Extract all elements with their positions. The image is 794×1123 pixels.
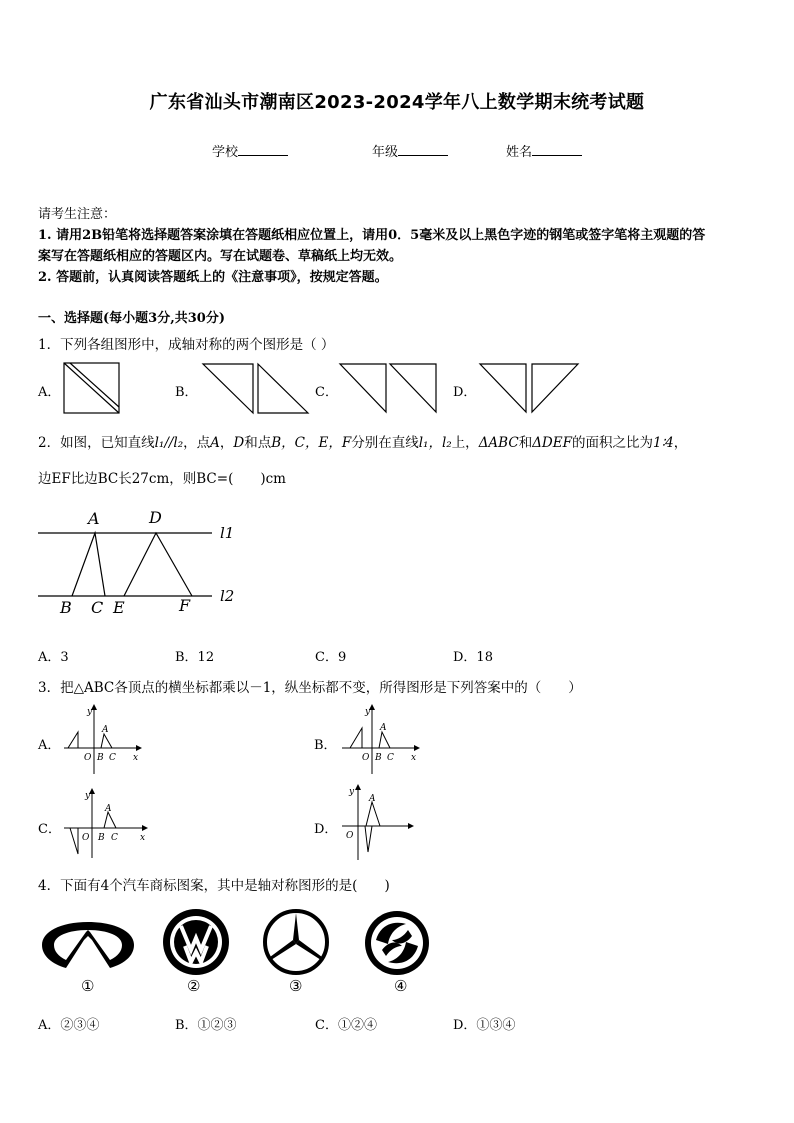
label-c: C bbox=[91, 598, 104, 617]
q2-math: l₁，l₂ bbox=[418, 435, 452, 451]
q2-text-seg: 2．如图，已知直线 bbox=[38, 435, 155, 451]
question-2-line-2: 边EF比边BC长27cm，则BC=( )cm bbox=[38, 471, 286, 487]
q1-figure-c bbox=[338, 360, 440, 416]
axis-x-label: x bbox=[140, 833, 146, 843]
point-a-label: A bbox=[105, 804, 112, 814]
logo-4-label: ④ bbox=[394, 977, 408, 995]
q1-figure-d bbox=[478, 360, 582, 416]
q3-option-c-label: C． bbox=[38, 822, 61, 837]
origin-label: O bbox=[84, 753, 92, 763]
q1-option-a-label: A． bbox=[38, 385, 61, 400]
triangle-abc bbox=[72, 533, 105, 596]
label-b: B bbox=[60, 598, 72, 617]
logo-2-vw bbox=[160, 906, 232, 978]
q2-text-seg: 上， bbox=[451, 435, 479, 451]
q4-option-d: D．①③④ bbox=[453, 1018, 516, 1033]
logo-1-label: ① bbox=[81, 977, 95, 995]
notice-heading: 请考生注意： bbox=[38, 207, 117, 222]
q2-text-seg: ， bbox=[673, 435, 688, 451]
q3-graph-c bbox=[60, 786, 150, 860]
q2-text-seg: 和点 bbox=[244, 435, 272, 451]
axis-y-label: y bbox=[365, 707, 371, 717]
point-b-label: B bbox=[375, 753, 382, 763]
point-c-label: C bbox=[111, 833, 118, 843]
q3-option-b-label: B． bbox=[314, 738, 337, 753]
q1-option-c-label: C． bbox=[315, 385, 338, 400]
logo-2-label: ② bbox=[187, 977, 201, 995]
label-d: D bbox=[149, 508, 162, 527]
triangle-def bbox=[124, 533, 192, 596]
name-field bbox=[506, 141, 582, 160]
q3-graph-b bbox=[338, 702, 422, 776]
notice-line-1: 1. 请用2B铅笔将选择题答案涂填在答题纸相应位置上，请用0．5毫米及以上黑色字迹的钢笔或签字笔将主观题的答 bbox=[38, 228, 706, 243]
school-blank bbox=[238, 143, 288, 156]
q2-option-b: B．12 bbox=[175, 650, 215, 665]
axis-x-label: x bbox=[133, 753, 139, 763]
school-field bbox=[212, 141, 288, 160]
notice-line-3: 2. 答题前，认真阅读答题纸上的《注意事项》，按规定答题。 bbox=[38, 270, 388, 285]
grade-label: 年级 bbox=[372, 145, 399, 160]
logo-3-label: ③ bbox=[289, 977, 303, 995]
q2-text-seg: ，点 bbox=[183, 435, 211, 451]
q2-math: A bbox=[210, 435, 220, 451]
q3-option-d-label: D． bbox=[314, 822, 338, 837]
axis-y-label: y bbox=[87, 707, 93, 717]
axis-y-label: y bbox=[349, 787, 355, 797]
name-label: 姓名 bbox=[506, 145, 533, 160]
grade-field bbox=[372, 141, 448, 160]
notice-line-2: 案写在答题纸相应的答题区内。写在试题卷、草稿纸上均无效。 bbox=[38, 249, 403, 264]
q1-figure-b bbox=[200, 360, 312, 416]
q2-math: B，C，E，F bbox=[271, 435, 352, 451]
q2-math: l₁//l₂ bbox=[154, 435, 184, 451]
q2-math: ΔDEF bbox=[532, 435, 572, 451]
q1-option-d-label: D． bbox=[453, 385, 477, 400]
q1-option-b-label: B． bbox=[175, 385, 198, 400]
grade-blank bbox=[398, 143, 448, 156]
origin-label: O bbox=[362, 753, 370, 763]
point-c-label: C bbox=[387, 753, 394, 763]
question-1-text: 1．下列各组图形中，成轴对称的两个图形是（ ） bbox=[38, 337, 335, 353]
origin-label: O bbox=[346, 831, 354, 841]
q2-math: ΔABC bbox=[478, 435, 519, 451]
q1-figure-a bbox=[60, 360, 122, 416]
point-a-label: A bbox=[380, 723, 387, 733]
q2-text-seg: 和 bbox=[518, 435, 533, 451]
school-label: 学校 bbox=[212, 145, 239, 160]
origin-label: O bbox=[82, 833, 90, 843]
q4-option-b: B．①②③ bbox=[175, 1018, 237, 1033]
logo-1-infiniti bbox=[40, 918, 136, 972]
q2-option-d: D．18 bbox=[453, 650, 493, 665]
q2-text-seg: 的面积之比为 bbox=[571, 435, 653, 451]
point-a-label: A bbox=[102, 725, 109, 735]
q3-graph-d bbox=[338, 782, 424, 862]
q2-text-seg: ， bbox=[219, 435, 234, 451]
label-l2: l2 bbox=[220, 587, 235, 605]
page-title: 广东省汕头市潮南区2023-2024学年八上数学期末统考试题 bbox=[149, 92, 645, 113]
q2-math: 1∶4 bbox=[652, 435, 674, 451]
label-l1: l1 bbox=[220, 524, 235, 542]
point-b-label: B bbox=[97, 753, 104, 763]
logo-4-dongfeng bbox=[362, 908, 432, 978]
q3-option-a-label: A． bbox=[38, 738, 61, 753]
point-a-label: A bbox=[369, 794, 376, 804]
label-a: A bbox=[88, 509, 100, 528]
point-b-label: B bbox=[98, 833, 105, 843]
question-3-text: 3．把△ABC各顶点的横坐标都乘以－1，纵坐标都不变，所得图形是下列答案中的（ ） bbox=[38, 680, 582, 696]
logo-3-mercedes bbox=[262, 908, 330, 976]
q3-graph-a bbox=[60, 702, 144, 776]
axis-x-label: x bbox=[411, 753, 417, 763]
q2-option-c: C．9 bbox=[315, 650, 347, 665]
question-4-text: 4．下面有4个汽车商标图案，其中是轴对称图形的是( ) bbox=[38, 878, 390, 894]
axis-y-label: y bbox=[85, 791, 91, 801]
q2-option-a: A．3 bbox=[38, 650, 69, 665]
q4-option-a: A．②③④ bbox=[38, 1018, 100, 1033]
question-2-line-1 bbox=[38, 431, 687, 451]
name-blank bbox=[532, 143, 582, 156]
section-heading: 一、选择题(每小题3分,共30分) bbox=[38, 311, 225, 326]
q2-math: D bbox=[233, 435, 245, 451]
q2-text-seg: 分别在直线 bbox=[351, 435, 419, 451]
label-f: F bbox=[179, 596, 191, 615]
q4-option-c: C．①②④ bbox=[315, 1018, 377, 1033]
point-c-label: C bbox=[109, 753, 116, 763]
label-e: E bbox=[113, 598, 125, 617]
q2-figure bbox=[34, 506, 244, 618]
